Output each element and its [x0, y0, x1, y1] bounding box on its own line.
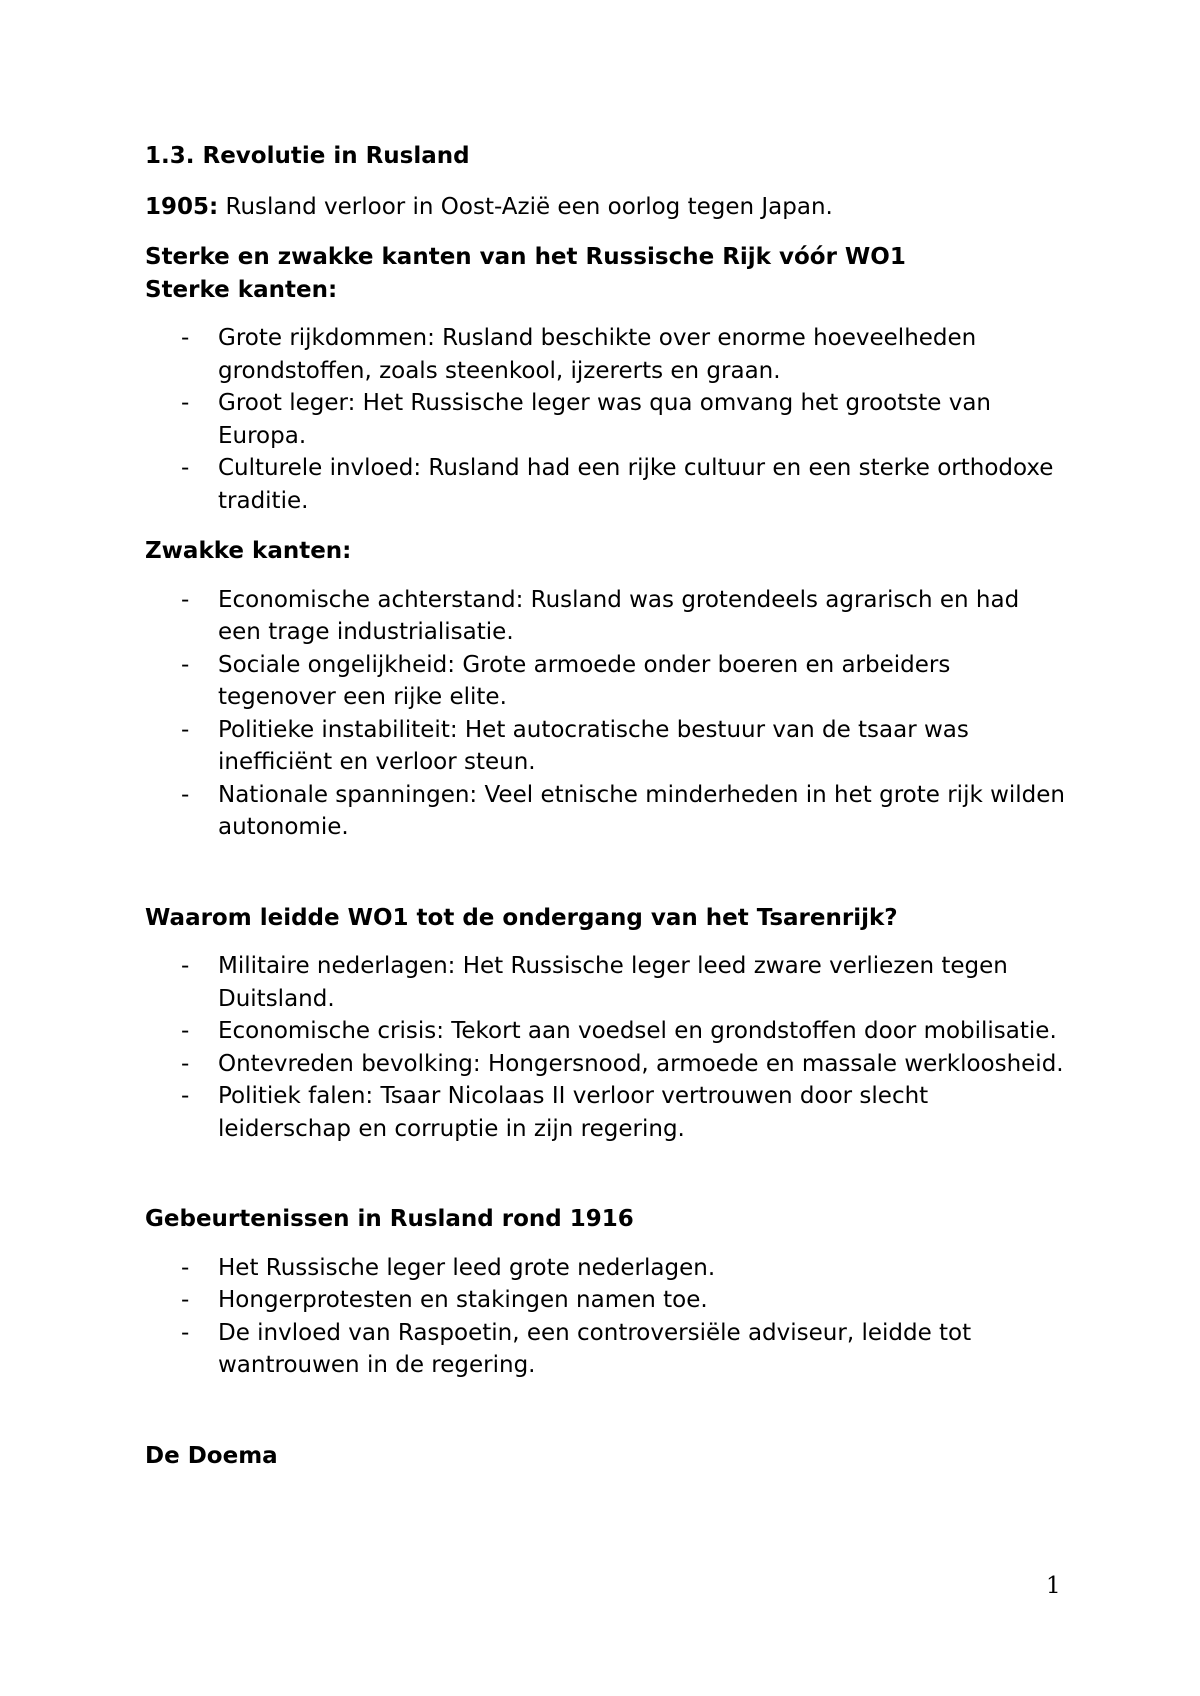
- events-1916-list: [145, 1252, 1065, 1382]
- section-heading-ww1: Waarom leidde WO1 tot de ondergang van het Tsarenrijk?: [145, 904, 898, 931]
- document-page: [145, 140, 1065, 1472]
- list-item: - Politiek falen: Tsaar Nicolaas II verloor vertrouwen door slecht leiderschap en corruptie in zijn regering.: [145, 1080, 1065, 1145]
- list-item: - Hongerprotesten en stakingen namen toe.: [145, 1284, 1065, 1317]
- page-title: 1.3. Revolutie in Rusland: [145, 143, 470, 169]
- list-item: - Politieke instabiliteit: Het autocratische bestuur van de tsaar was inefficiënt en verloor steun.: [145, 714, 1065, 779]
- list-item: - Economische achterstand: Rusland was grotendeels agrarisch en had een trage industrialisatie.: [145, 584, 1065, 649]
- list-item: - Groot leger: Het Russische leger was qua omvang het grootste van Europa.: [145, 387, 1065, 452]
- section-heading-strengths-weaknesses: Sterke en zwakke kanten van het Russische Rijk vóór WO1: [145, 244, 906, 270]
- section-heading-doema: De Doema: [145, 1442, 278, 1469]
- list-item: - Sociale ongelijkheid: Grote armoede onder boeren en arbeiders tegenover een rijke elite.: [145, 649, 1065, 714]
- subheading-strong: Sterke kanten:: [145, 276, 338, 303]
- ww1-list: [145, 950, 1065, 1145]
- list-item: - Het Russische leger leed grote nederlagen.: [145, 1252, 1065, 1285]
- intro-paragraph: [145, 191, 1065, 224]
- intro-year: 1905:: [145, 193, 219, 220]
- intro-text: Rusland verloor in Oost-Azië een oorlog tegen Japan.: [218, 193, 833, 220]
- weak-list: [145, 584, 1065, 844]
- list-item: - Grote rijkdommen: Rusland beschikte over enorme hoeveelheden grondstoffen, zoals steenkool, ijzererts en graan.: [145, 322, 1065, 387]
- list-item: - Culturele invloed: Rusland had een rijke cultuur en een sterke orthodoxe traditie.: [145, 452, 1065, 517]
- strong-list: [145, 322, 1065, 517]
- list-item: - Ontevreden bevolking: Hongersnood, armoede en massale werkloosheid.: [145, 1048, 1065, 1081]
- list-item: - Nationale spanningen: Veel etnische minderheden in het grote rijk wilden autonomie.: [145, 779, 1065, 844]
- section-heading-events-1916: Gebeurtenissen in Rusland rond 1916: [145, 1206, 634, 1232]
- page-number: 1: [1046, 1573, 1061, 1599]
- list-item: - De invloed van Raspoetin, een controversiële adviseur, leidde tot wantrouwen in de regering.: [145, 1317, 1065, 1382]
- list-item: - Economische crisis: Tekort aan voedsel en grondstoffen door mobilisatie.: [145, 1015, 1065, 1048]
- subheading-weak: Zwakke kanten:: [145, 538, 352, 564]
- list-item: - Militaire nederlagen: Het Russische leger leed zware verliezen tegen Duitsland.: [145, 950, 1065, 1015]
